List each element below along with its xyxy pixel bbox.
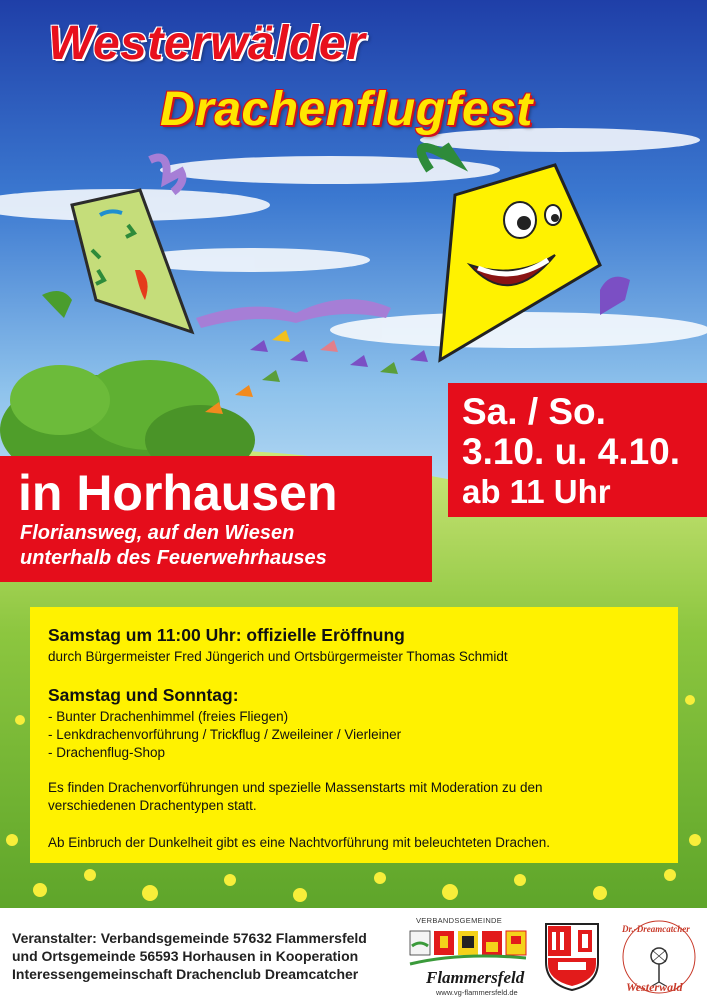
- organizer-line-3: Interessengemeinschaft Drachenclub Dreamcatcher: [12, 966, 359, 982]
- footer: [0, 908, 707, 1000]
- opening-detail: durch Bürgermeister Fred Jüngerich und Ortsbürgermeister Thomas Schmidt: [48, 649, 508, 664]
- location-box: [0, 456, 432, 582]
- location-title: in Horhausen: [18, 465, 338, 521]
- note-line-1: Es finden Drachenvorführungen und spezielle Massenstarts mit Moderation zu den: [48, 780, 543, 795]
- title-line-1: Westerwälder: [48, 17, 366, 70]
- opening-heading: Samstag um 11:00 Uhr: offizielle Eröffnung: [48, 625, 405, 645]
- title-line-2: Drachenflugfest: [160, 83, 533, 136]
- note-line-2: verschiedenen Drachentypen statt.: [48, 798, 257, 813]
- date-time: ab 11 Uhr: [462, 473, 611, 510]
- location-line-1: Floriansweg, auf den Wiesen: [20, 522, 295, 544]
- organizer-line-2: und Ortsgemeinde 56593 Horhausen in Kooperation: [12, 948, 359, 964]
- weekend-heading: Samstag und Sonntag:: [48, 685, 239, 705]
- program-item: - Lenkdrachenvorführung / Trickflug / Zweileiner / Vierleiner: [48, 727, 402, 742]
- organizer-line-1: Veranstalter: Verbandsgemeinde 57632 Flammersfeld: [12, 930, 367, 946]
- vg-name: Flammersfeld: [426, 968, 525, 987]
- program-item: - Bunter Drachenhimmel (freies Fliegen): [48, 709, 289, 724]
- location-line-2: unterhalb des Feuerwehrhauses: [20, 547, 327, 569]
- dreamcatcher-club-logo: [616, 914, 702, 1000]
- club-name-bottom: Westerwald: [626, 980, 683, 994]
- date-box: [448, 383, 707, 517]
- vg-crests-icon: [408, 928, 528, 968]
- program-box: [30, 607, 678, 863]
- vg-label: VERBANDSGEMEINDE: [416, 916, 503, 925]
- program-item: - Drachenflug-Shop: [48, 745, 166, 760]
- night-note: Ab Einbruch der Dunkelheit gibt es eine Nachtvorführung mit beleuchteten Drachen.: [48, 835, 551, 850]
- horhausen-crest-icon: [544, 922, 600, 992]
- vg-flammersfeld-logo: [408, 916, 528, 998]
- date-dates: 3.10. u. 4.10.: [462, 431, 681, 472]
- date-days: Sa. / So.: [462, 391, 606, 432]
- club-name-top: Dr.-Dreamcatcher: [622, 924, 690, 934]
- vg-url: www.vg-flammersfeld.de: [436, 988, 518, 997]
